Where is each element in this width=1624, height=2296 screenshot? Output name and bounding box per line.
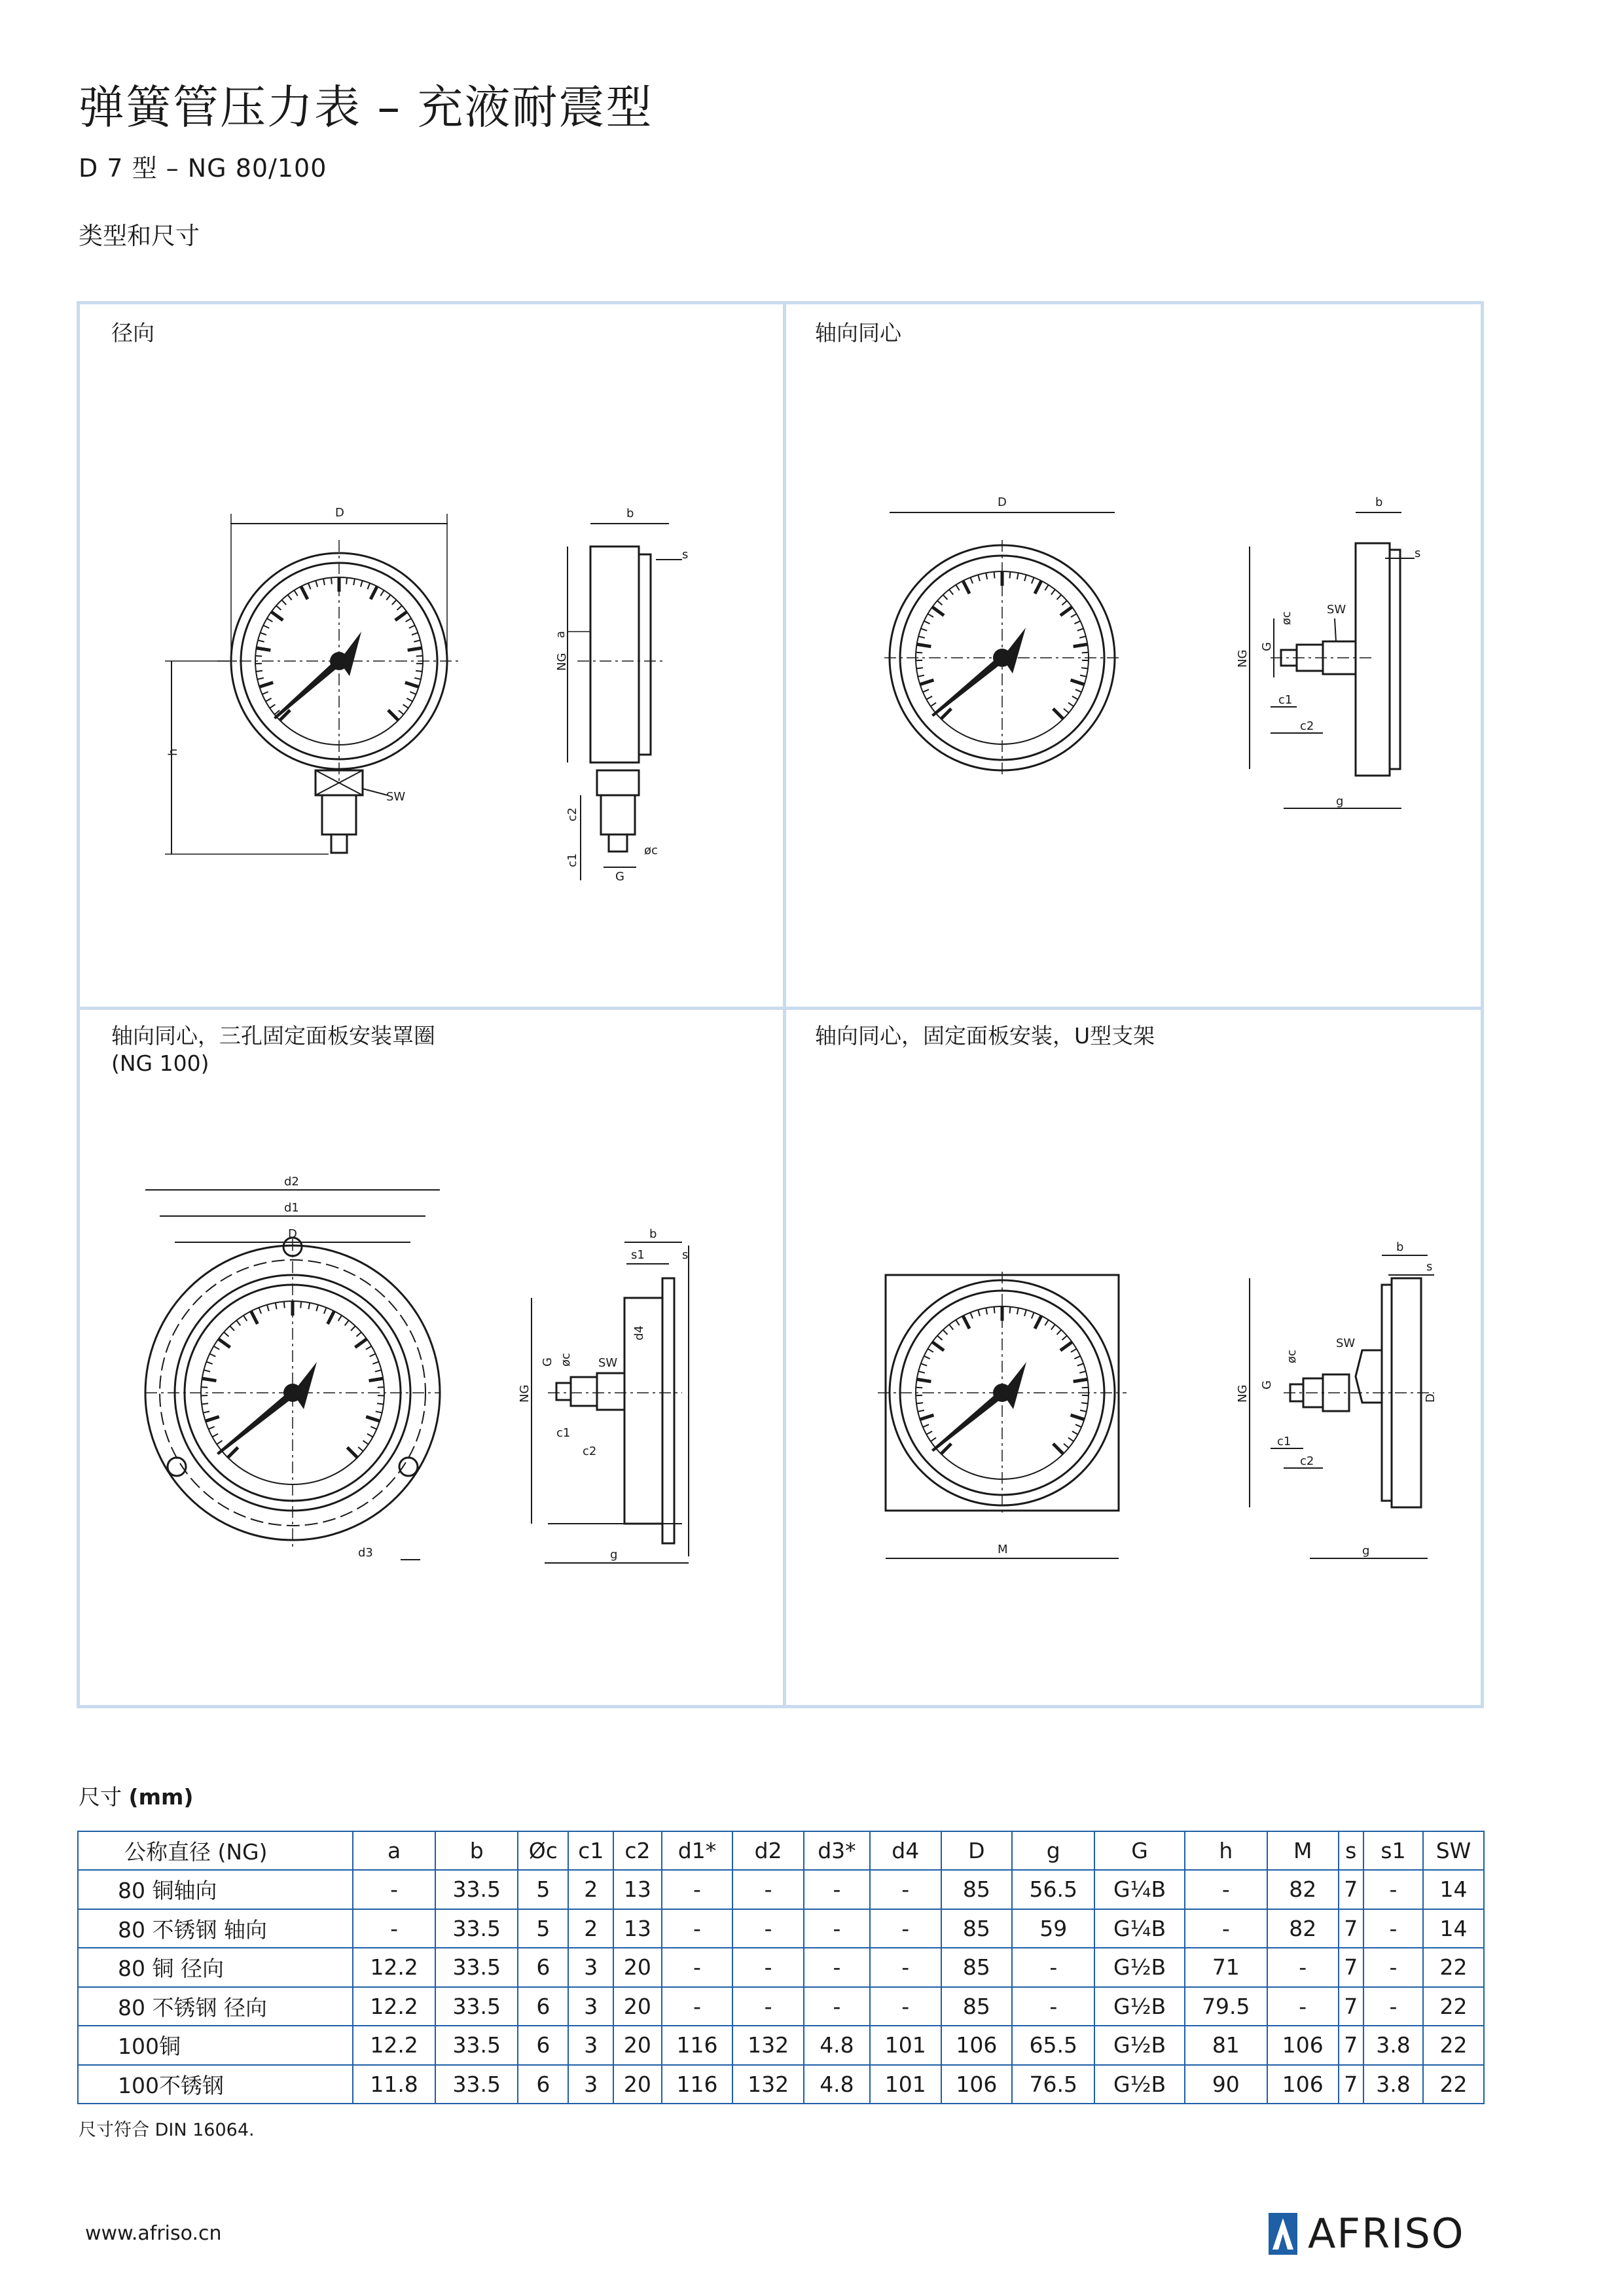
- row-label: 80 不锈钢 轴向: [78, 1909, 353, 1948]
- axial-label-D: D: [998, 495, 1007, 509]
- table-cell: -: [732, 1948, 804, 1987]
- table-cell: 132: [732, 2065, 804, 2104]
- flange-side-label-s1: s1: [631, 1248, 645, 1262]
- radial-label-D: D: [335, 506, 344, 520]
- table-cell: -: [1363, 1948, 1423, 1987]
- table-cell: 33.5: [435, 1909, 518, 1948]
- flange-side-label-oc: øc: [559, 1353, 573, 1367]
- table-cell: 22: [1423, 2065, 1484, 2104]
- radial-side-label-oc: øc: [644, 844, 658, 857]
- table-cell: -: [870, 1987, 941, 2026]
- table-cell: 11.8: [353, 2065, 435, 2104]
- column-header: s: [1339, 1831, 1363, 1870]
- table-cell: 7: [1339, 1948, 1363, 1987]
- table-cell: 7: [1339, 2065, 1363, 2104]
- table-cell: 33.5: [435, 1948, 518, 1987]
- website-link[interactable]: www.afriso.cn: [85, 2222, 222, 2245]
- page-subtitle: D 7 型 – NG 80/100: [79, 154, 327, 183]
- table-cell: G¼B: [1094, 1909, 1184, 1948]
- radial-side-label-c2: c2: [566, 807, 579, 821]
- ubracket-side-label-NG: NG: [1236, 1384, 1250, 1403]
- table-cell: 106: [941, 2065, 1013, 2104]
- panel-axial: [786, 304, 1484, 1007]
- row-label: 80 不锈钢 径向: [78, 1987, 353, 2026]
- table-cell: -: [732, 1987, 804, 2026]
- table-cell: 2: [568, 1909, 613, 1948]
- axial-side-label-c2: c2: [1300, 719, 1314, 733]
- table-cell: 6: [518, 2026, 568, 2065]
- panel-flange-label-line1: 轴向同心，三孔固定面板安装罩圈: [111, 1023, 435, 1049]
- table-cell: -: [1363, 1987, 1423, 2026]
- table-cell: 85: [941, 1909, 1013, 1948]
- table-cell: 3: [568, 2026, 613, 2065]
- table-cell: 85: [941, 1987, 1013, 2026]
- table-cell: -: [804, 1870, 870, 1909]
- table-cell: G½B: [1094, 1948, 1184, 1987]
- panel-ubracket-label: 轴向同心，固定面板安装，U型支架: [815, 1023, 1155, 1049]
- table-cell: 3: [568, 1948, 613, 1987]
- page-title: 弹簧管压力表 – 充液耐震型: [79, 81, 653, 134]
- table-cell: 7: [1339, 1909, 1363, 1948]
- radial-side-label-NG: NG: [555, 653, 569, 671]
- column-header: d4: [870, 1831, 941, 1870]
- table-cell: -: [732, 1909, 804, 1948]
- axial-side-label-G: G: [1260, 642, 1274, 651]
- table-cell: 106: [941, 2026, 1013, 2065]
- table-cell: -: [1363, 1870, 1423, 1909]
- axial-side-label-b: b: [1375, 495, 1383, 509]
- table-cell: 82: [1267, 1870, 1339, 1909]
- ubracket-side-label-c2: c2: [1300, 1454, 1314, 1468]
- ubracket-side-label-D: D: [1424, 1393, 1437, 1403]
- table-cell: -: [353, 1909, 435, 1948]
- table-cell: 5: [518, 1909, 568, 1948]
- panel-flange-label-line2: (NG 100): [111, 1050, 209, 1076]
- column-header: g: [1012, 1831, 1094, 1870]
- table-cell: 101: [870, 2026, 941, 2065]
- table-cell: 7: [1339, 1870, 1363, 1909]
- dimensions-title: [79, 1780, 193, 1811]
- table-cell: 12.2: [353, 1948, 435, 1987]
- table-cell: 6: [518, 1987, 568, 2026]
- table-cell: -: [1267, 1948, 1339, 1987]
- table-cell: 14: [1423, 1870, 1484, 1909]
- table-cell: 33.5: [435, 1870, 518, 1909]
- flange-drawing: [80, 1010, 783, 1708]
- radial-label-SW: SW: [386, 790, 406, 804]
- table-cell: 56.5: [1012, 1870, 1094, 1909]
- table-cell: 90: [1185, 2065, 1267, 2104]
- ubracket-side-label-G: G: [1260, 1380, 1274, 1390]
- ubracket-label-M: M: [998, 1543, 1008, 1556]
- column-header: c2: [613, 1831, 662, 1870]
- flange-side-label-d4: d4: [632, 1325, 646, 1340]
- column-header-ng: 公称直径 (NG): [78, 1831, 353, 1870]
- table-cell: 33.5: [435, 1987, 518, 2026]
- panel-radial-label: 径向: [111, 320, 154, 346]
- radial-side-label-s: s: [682, 548, 689, 562]
- table-cell: 7: [1339, 1987, 1363, 2026]
- flange-label-d1: d1: [284, 1201, 299, 1215]
- table-cell: 85: [941, 1870, 1013, 1909]
- table-cell: G½B: [1094, 1987, 1184, 2026]
- table-cell: 33.5: [435, 2026, 518, 2065]
- table-row: [78, 1909, 1484, 1948]
- table-cell: 20: [613, 1987, 662, 2026]
- row-label: 80 铜 径向: [78, 1948, 353, 1987]
- table-cell: -: [662, 1987, 733, 2026]
- table-cell: 20: [613, 1948, 662, 1987]
- ubracket-side-label-SW: SW: [1336, 1336, 1356, 1350]
- table-cell: 4.8: [804, 2026, 870, 2065]
- table-cell: -: [662, 1909, 733, 1948]
- table-cell: 3.8: [1363, 2065, 1423, 2104]
- flange-side-label-b: b: [649, 1227, 657, 1241]
- table-cell: 5: [518, 1870, 568, 1909]
- column-header: d1*: [662, 1831, 733, 1870]
- column-header: c1: [568, 1831, 613, 1870]
- table-cell: -: [353, 1870, 435, 1909]
- table-cell: -: [662, 1870, 733, 1909]
- table-cell: 14: [1423, 1909, 1484, 1948]
- table-cell: 79.5: [1185, 1987, 1267, 2026]
- table-cell: 132: [732, 2026, 804, 2065]
- table-cell: 82: [1267, 1909, 1339, 1948]
- axial-side-label-s: s: [1415, 547, 1421, 560]
- axial-side-label-oc: øc: [1280, 611, 1293, 625]
- table-cell: 7: [1339, 2026, 1363, 2065]
- afriso-logo: [1269, 2210, 1465, 2257]
- panel-axial-label: 轴向同心: [815, 320, 901, 346]
- table-row: [78, 2065, 1484, 2104]
- table-cell: -: [804, 1948, 870, 1987]
- column-header: M: [1267, 1831, 1339, 1870]
- table-cell: 85: [941, 1948, 1013, 1987]
- flange-side-label-NG: NG: [518, 1384, 532, 1403]
- axial-side-label-g: g: [1336, 795, 1344, 808]
- table-cell: 65.5: [1012, 2026, 1094, 2065]
- column-header: s1: [1363, 1831, 1423, 1870]
- flange-label-D: D: [288, 1227, 297, 1241]
- radial-side-label-a: a: [554, 630, 568, 638]
- ubracket-side-view: [1250, 1255, 1434, 1558]
- column-header: d2: [732, 1831, 804, 1870]
- column-header: D: [941, 1831, 1013, 1870]
- table-cell: -: [870, 1948, 941, 1987]
- flange-label-d2: d2: [284, 1175, 299, 1189]
- row-label: 100不锈钢: [78, 2065, 353, 2104]
- table-cell: 20: [613, 2065, 662, 2104]
- column-header: h: [1185, 1831, 1267, 1870]
- ubracket-drawing: [786, 1010, 1484, 1708]
- table-cell: 22: [1423, 1948, 1484, 1987]
- table-cell: -: [1185, 1870, 1267, 1909]
- panel-radial: [80, 304, 783, 1007]
- section-heading: 类型和尺寸: [79, 222, 200, 250]
- table-cell: -: [1012, 1948, 1094, 1987]
- table-cell: 2: [568, 1870, 613, 1909]
- ubracket-side-label-g: g: [1362, 1544, 1370, 1558]
- table-cell: -: [1267, 1987, 1339, 2026]
- flange-side-label-s: s: [682, 1248, 689, 1262]
- table-cell: 22: [1423, 2026, 1484, 2065]
- column-header: d3*: [804, 1831, 870, 1870]
- table-cell: 101: [870, 2065, 941, 2104]
- afriso-logo-icon: [1269, 2213, 1297, 2255]
- ubracket-side-label-b: b: [1396, 1240, 1404, 1254]
- column-header: SW: [1423, 1831, 1484, 1870]
- table-row: [78, 1870, 1484, 1909]
- table-cell: 59: [1012, 1909, 1094, 1948]
- table-cell: 12.2: [353, 2026, 435, 2065]
- afriso-logo-text: AFRISO: [1308, 2210, 1465, 2257]
- table-header-row: [78, 1831, 1484, 1870]
- ubracket-side-label-c1: c1: [1277, 1435, 1291, 1448]
- table-cell: 3: [568, 2065, 613, 2104]
- table-cell: 20: [613, 2026, 662, 2065]
- axial-side-view: [1250, 512, 1415, 808]
- row-label: 100铜: [78, 2026, 353, 2065]
- table-cell: 4.8: [804, 2065, 870, 2104]
- column-header: G: [1094, 1831, 1184, 1870]
- table-cell: 76.5: [1012, 2065, 1094, 2104]
- dimensions-table: [77, 1831, 1485, 2104]
- radial-side-label-b: b: [626, 507, 634, 520]
- table-cell: 13: [613, 1909, 662, 1948]
- ubracket-side-label-oc: øc: [1285, 1350, 1299, 1363]
- table-cell: G¼B: [1094, 1870, 1184, 1909]
- table-cell: 116: [662, 2026, 733, 2065]
- flange-side-label-G: G: [541, 1357, 554, 1367]
- row-label: 80 铜轴向: [78, 1870, 353, 1909]
- table-body: [78, 1870, 1484, 2104]
- table-cell: -: [870, 1870, 941, 1909]
- table-cell: 116: [662, 2065, 733, 2104]
- axial-side-label-SW: SW: [1327, 603, 1346, 617]
- table-cell: 13: [613, 1870, 662, 1909]
- flange-side-label-c2: c2: [583, 1444, 597, 1458]
- table-cell: -: [1363, 1909, 1423, 1948]
- flange-label-d3: d3: [358, 1546, 373, 1560]
- table-cell: -: [804, 1909, 870, 1948]
- table-row: [78, 1987, 1484, 2026]
- table-cell: G½B: [1094, 2065, 1184, 2104]
- table-cell: -: [870, 1909, 941, 1948]
- radial-label-h: h: [166, 748, 180, 756]
- table-cell: 106: [1267, 2026, 1339, 2065]
- flange-side-label-g: g: [610, 1548, 618, 1562]
- column-header: Øc: [518, 1831, 568, 1870]
- radial-drawing: [80, 304, 783, 1007]
- axial-side-label-c1: c1: [1278, 693, 1293, 707]
- column-header: b: [435, 1831, 518, 1870]
- table-cell: G½B: [1094, 2026, 1184, 2065]
- table-cell: 71: [1185, 1948, 1267, 1987]
- table-cell: -: [732, 1870, 804, 1909]
- table-cell: -: [1012, 1987, 1094, 2026]
- ubracket-side-label-s: s: [1426, 1260, 1433, 1274]
- table-cell: 33.5: [435, 2065, 518, 2104]
- dimensions-title-text: 尺寸: [79, 1784, 122, 1810]
- column-header: a: [353, 1831, 435, 1870]
- table-row: [78, 2026, 1484, 2065]
- table-cell: 22: [1423, 1987, 1484, 2026]
- table-cell: 81: [1185, 2026, 1267, 2065]
- drawings-frame: [77, 301, 1484, 1708]
- radial-side-label-G: G: [615, 870, 624, 884]
- table-cell: -: [804, 1987, 870, 2026]
- table-cell: 6: [518, 2065, 568, 2104]
- dimensions-unit: (mm): [128, 1784, 194, 1810]
- radial-side-view: [568, 524, 682, 880]
- table-cell: 12.2: [353, 1987, 435, 2026]
- flange-side-label-c1: c1: [556, 1426, 571, 1440]
- radial-side-label-c1: c1: [566, 853, 579, 867]
- flange-side-label-SW: SW: [598, 1356, 618, 1370]
- table-cell: 3.8: [1363, 2026, 1423, 2065]
- axial-drawing: [786, 304, 1484, 1007]
- flange-side-view: [532, 1242, 689, 1563]
- table-cell: -: [662, 1948, 733, 1987]
- table-cell: 106: [1267, 2065, 1339, 2104]
- din-note: 尺寸符合 DIN 16064.: [79, 2120, 255, 2140]
- table-cell: -: [1185, 1909, 1267, 1948]
- table-cell: 3: [568, 1987, 613, 2026]
- table-cell: 6: [518, 1948, 568, 1987]
- panel-flange: [80, 1010, 783, 1708]
- table-row: [78, 1948, 1484, 1987]
- panel-ubracket: [786, 1010, 1484, 1708]
- axial-side-label-NG: NG: [1236, 649, 1250, 668]
